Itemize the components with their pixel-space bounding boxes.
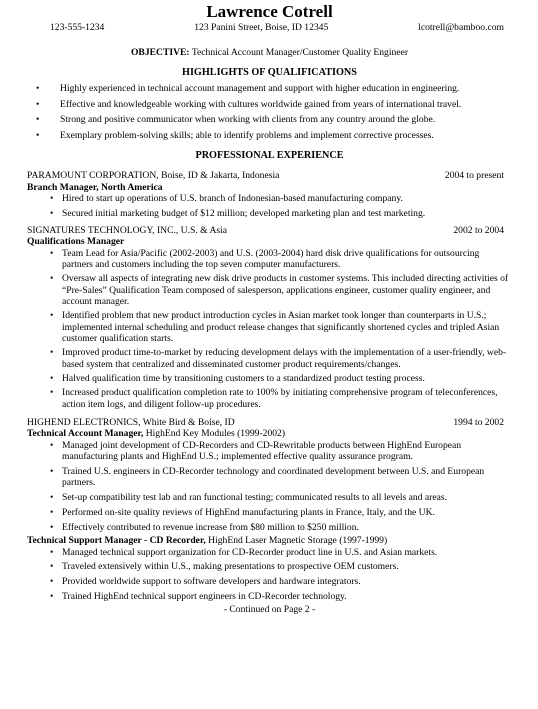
list-item: • Team Lead for Asia/Pacific (2002-2003) and U.S. (2003-2004) hard disk drive qualifications for outsourcing partners and customers including the top seven computer manufacturers. xyxy=(27,248,512,271)
candidate-name: Lawrence Cotrell xyxy=(206,2,333,21)
objective-text: Technical Account Manager/Customer Quality Engineer xyxy=(191,47,409,58)
company-name: PARAMOUNT CORPORATION, Boise, ID & Jakarta, Indonesia xyxy=(27,170,280,182)
company-name: SIGNATURES TECHNOLOGY, INC., U.S. & Asia xyxy=(27,225,228,236)
job-role-title: Technical Account Manager, xyxy=(27,428,144,440)
list-item: • Set-up compatibility test lab and ran functional testing; communicated results to all levels and areas. xyxy=(27,492,512,503)
list-item: • Managed technical support organization for CD-Recorder product line in U.S. and Asian markets. xyxy=(27,547,512,558)
list-item: • Effectively contributed to revenue increase from $80 million to $250 million. xyxy=(27,522,512,533)
list-item: • Identified problem that new product introduction cycles in Asian market took longer than counterparts in U.S.; implemented internal scheduling and product release changes that significantly shortened cycles and tripled Asian customer qualification starts. xyxy=(27,310,512,344)
objective xyxy=(27,47,512,59)
job-dates: 1994 to 2002 xyxy=(453,417,504,429)
job-role-title: Technical Support Manager - CD Recorder, xyxy=(27,535,206,547)
email-address: lcotrell@bamboo.com xyxy=(418,22,504,33)
job-paramount xyxy=(27,170,512,219)
job-dates: 2002 to 2004 xyxy=(453,225,504,236)
job-duties xyxy=(27,248,512,410)
street-address: 123 Panini Street, Boise, ID 12345 xyxy=(194,22,329,33)
highlights-title: HIGHLIGHTS OF QUALIFICATIONS xyxy=(182,67,357,78)
job-duties xyxy=(27,440,512,533)
list-item: • Strong and positive communicator when working with clients from any country around the globe. xyxy=(27,114,512,125)
objective-label: OBJECTIVE: xyxy=(130,47,190,58)
contact-line xyxy=(27,22,512,34)
job-duties xyxy=(27,547,512,603)
list-item: • Traveled extensively within U.S., making presentations to prospective OEM customers. xyxy=(27,561,512,572)
list-item: • Exemplary problem-solving skills; able to identify problems and implement corrective processes. xyxy=(27,130,512,141)
job-role xyxy=(27,428,512,439)
page-continuation-note: - Continued on Page 2 - xyxy=(223,604,316,616)
list-item: • Performed on-site quality reviews of HighEnd manufacturing plants in France, Italy, and the UK. xyxy=(27,507,512,518)
list-item: • Secured initial marketing budget of $12 million; developed marketing plan and test marketing. xyxy=(27,208,512,219)
job-role: Qualifications Manager xyxy=(27,236,125,248)
list-item: • Effective and knowledgeable working with cultures worldwide gained from years of international travel. xyxy=(27,99,512,110)
list-item: • Trained U.S. engineers in CD-Recorder technology and coordinated development between U.S. and European partners. xyxy=(27,466,512,489)
list-item: • Provided worldwide support to software developers and hardware integrators. xyxy=(27,576,512,587)
list-item: • Increased product qualification completion rate to 100% by initiating comprehensive program of teleconferences, action item logs, and diligent follow-up procedures. xyxy=(27,387,512,410)
list-item: • Highly experienced in technical account management and support with higher education in engineering. xyxy=(27,83,512,94)
company-name: HIGHEND ELECTRONICS, White Bird & Boise, ID xyxy=(27,417,235,429)
list-item: • Trained HighEnd technical support engineers in CD-Recorder technology. xyxy=(27,591,512,602)
job-role: Branch Manager, North America xyxy=(27,181,163,193)
job-header xyxy=(27,225,512,236)
phone-number: 123-555-1234 xyxy=(50,22,105,33)
job-duties xyxy=(27,193,512,219)
list-item: • Managed joint development of CD-Recorders and CD-Rewritable products between HighEnd European manufacturing plants and HighEnd U.S.; implemented effective quality assurance program. xyxy=(27,440,512,463)
job-signatures xyxy=(27,225,512,410)
job-role-detail: HighEnd Key Modules (1999-2002) xyxy=(145,428,286,440)
list-item: • Improved product time-to-market by reducing development delays with the implementation of a user-friendly, web-based system that centralized and disseminated customer product requirements/changes. xyxy=(27,347,512,370)
job-highend xyxy=(27,417,512,602)
job-header xyxy=(27,417,512,428)
experience-title: PROFESSIONAL EXPERIENCE xyxy=(195,150,344,162)
job-role-detail: HighEnd Laser Magnetic Storage (1997-1999) xyxy=(208,535,388,547)
list-item: • Oversaw all aspects of integrating new disk drive products in customer systems. This included directing activities of “Pre-Sales” Qualification Team composed of salesperson, applications engineer, customer quality engineer, and account manager. xyxy=(27,273,512,307)
job-header xyxy=(27,170,512,181)
job-dates: 2004 to present xyxy=(444,170,504,182)
list-item: • Hired to start up operations of U.S. branch of Indonesian-based manufacturing company. xyxy=(27,193,512,204)
highlights-list xyxy=(27,83,512,141)
list-item: • Halved qualification time by transitioning customers to a standardized product testing process. xyxy=(27,373,512,384)
job-role xyxy=(27,535,512,546)
